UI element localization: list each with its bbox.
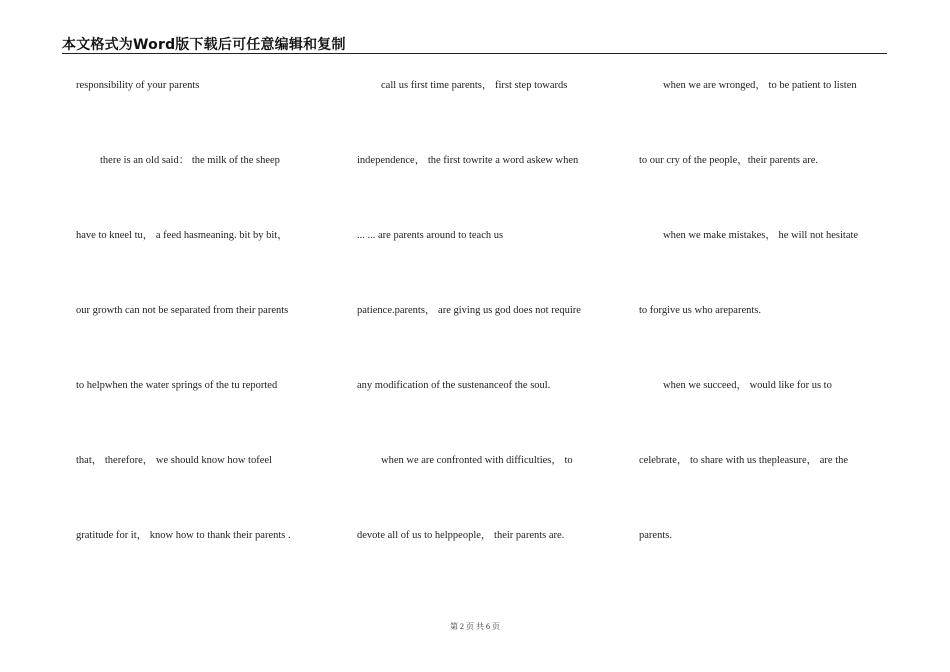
text-column-2 (357, 0, 619, 672)
text-line: when we are wronged， to be patient to listen (663, 80, 857, 91)
text-line: any modification of the sustenanceof the soul. (357, 380, 551, 391)
text-line: gratitude for it， know how to thank their parents . (76, 530, 291, 541)
text-line: our growth can not be separated from their parents (76, 305, 289, 316)
text-line: parents. (639, 530, 672, 541)
text-line: responsibility of your parents (76, 80, 200, 91)
text-line: to helpwhen the water springs of the tu reported (76, 380, 278, 391)
page-number-footer: 第 2 页 共 6 页 (450, 622, 500, 631)
text-line: there is an old said： the milk of the sheep (100, 155, 280, 166)
text-line: that， therefore， we should know how tofeel (76, 455, 272, 466)
text-column-1 (76, 0, 338, 672)
text-line: to forgive us who areparents. (639, 305, 761, 316)
text-line: to our cry of the people，their parents are. (639, 155, 819, 166)
text-column-3 (639, 0, 901, 672)
text-line: when we are confronted with difficulties， to (381, 455, 573, 466)
text-line: call us first time parents， first step towards (381, 80, 568, 91)
text-line: patience.parents， are giving us god does not require (357, 305, 581, 316)
page-header-title: 本文格式为Word版下载后可任意编辑和复制 (62, 37, 346, 53)
text-line: when we make mistakes， he will not hesitate (663, 230, 859, 241)
text-line: independence， the first towrite a word askew when (357, 155, 579, 166)
text-line: when we succeed， would like for us to (663, 380, 832, 391)
text-line: ... ... are parents around to teach us (357, 230, 504, 241)
text-line: have to kneel tu， a feed hasmeaning. bit by bit， (76, 230, 288, 241)
text-line: devote all of us to helppeople， their parents are. (357, 530, 565, 541)
text-line: celebrate， to share with us thepleasure， are the (639, 455, 849, 466)
